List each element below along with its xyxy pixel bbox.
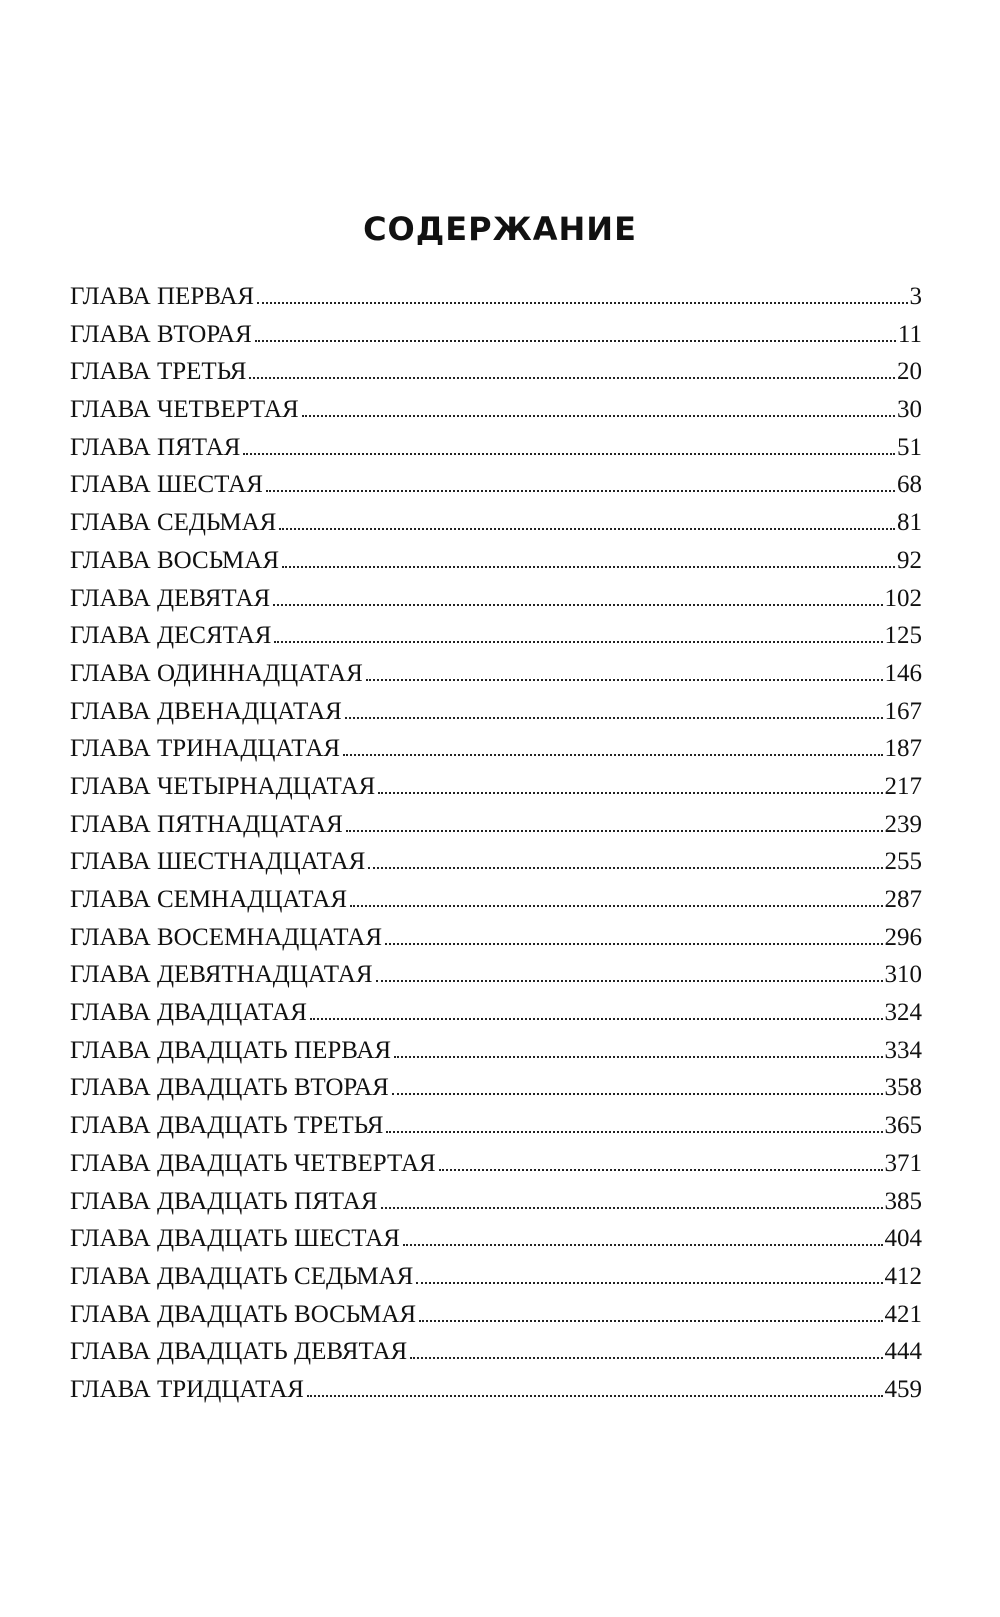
chapter-title: ГЛАВА ДВАДЦАТЬ ВОСЬМАЯ	[70, 1300, 417, 1328]
toc-entry	[70, 509, 922, 547]
toc-entry	[70, 1376, 922, 1414]
page-number: 404	[884, 1225, 922, 1253]
dot-leader	[282, 566, 895, 568]
toc-entry	[70, 660, 922, 698]
page-number: 11	[897, 320, 922, 348]
dot-leader	[266, 490, 895, 492]
chapter-title: ГЛАВА ДЕВЯТНАДЦАТАЯ	[70, 961, 373, 989]
toc-entry	[70, 1112, 922, 1150]
page-number: 167	[884, 697, 922, 725]
dot-leader	[310, 1018, 883, 1020]
page-number: 92	[897, 546, 922, 574]
dot-leader	[343, 754, 882, 756]
page-number: 125	[884, 622, 922, 650]
page-number: 365	[884, 1112, 922, 1140]
page-number: 310	[884, 961, 922, 989]
page-number: 187	[884, 735, 922, 763]
chapter-title: ГЛАВА ВОСЕМНАДЦАТАЯ	[70, 923, 383, 951]
chapter-title: ГЛАВА ДВАДЦАТЬ ВТОРАЯ	[70, 1074, 389, 1102]
chapter-title: ГЛАВА ШЕСТАЯ	[70, 471, 263, 499]
dot-leader	[257, 302, 907, 304]
chapter-title: ГЛАВА ТРИНАДЦАТАЯ	[70, 735, 341, 763]
toc-entry	[70, 585, 922, 623]
page-number: 239	[884, 810, 922, 838]
chapter-title: ГЛАВА ПЯТАЯ	[70, 433, 241, 461]
chapter-title: ГЛАВА ДВАДЦАТЬ ПЕРВАЯ	[70, 1036, 392, 1064]
dot-leader	[274, 641, 882, 643]
chapter-title: ГЛАВА ТРЕТЬЯ	[70, 358, 247, 386]
toc-entry	[70, 1188, 922, 1226]
toc-entry	[70, 1338, 922, 1376]
chapter-title: ГЛАВА ДВАДЦАТЬ ШЕСТАЯ	[70, 1225, 400, 1253]
toc-entry	[70, 434, 922, 472]
dot-leader	[403, 1244, 883, 1246]
page-number: 412	[884, 1262, 922, 1290]
page-number: 81	[897, 509, 922, 537]
toc-entry	[70, 1301, 922, 1339]
toc-entry	[70, 1037, 922, 1075]
dot-leader	[273, 604, 882, 606]
dot-leader	[376, 980, 883, 982]
chapter-title: ГЛАВА ЧЕТВЕРТАЯ	[70, 396, 299, 424]
chapter-title: ГЛАВА ШЕСТНАДЦАТАЯ	[70, 848, 366, 876]
page-number: 102	[884, 584, 922, 612]
page-number: 51	[897, 433, 922, 461]
toc-entry	[70, 848, 922, 886]
toc-entry	[70, 886, 922, 924]
chapter-title: ГЛАВА ЧЕТЫРНАДЦАТАЯ	[70, 772, 376, 800]
page-number: 20	[897, 358, 922, 386]
dot-leader	[302, 415, 895, 417]
dot-leader	[307, 1395, 883, 1397]
toc-entry	[70, 698, 922, 736]
page-number: 287	[884, 886, 922, 913]
chapter-title: ГЛАВА ДВАДЦАТЬ СЕДЬМАЯ	[70, 1262, 414, 1290]
page-number: 459	[884, 1375, 922, 1403]
dot-leader	[419, 1320, 882, 1322]
page-number: 30	[897, 396, 922, 424]
dot-leader	[381, 1207, 883, 1209]
page-number: 324	[884, 999, 922, 1027]
chapter-title: ГЛАВА ТРИДЦАТАЯ	[70, 1375, 304, 1403]
chapter-title: ГЛАВА ДВАДЦАТЬ ПЯТАЯ	[70, 1187, 378, 1215]
dot-leader	[439, 1169, 883, 1171]
chapter-title: ГЛАВА ДЕСЯТАЯ	[70, 622, 272, 650]
page-number: 217	[884, 772, 922, 800]
dot-leader	[345, 717, 883, 719]
chapter-title: ГЛАВА ДЕВЯТАЯ	[70, 584, 271, 612]
dot-leader	[350, 905, 883, 907]
dot-leader	[249, 377, 895, 379]
dot-leader	[410, 1357, 882, 1359]
dot-leader	[394, 1056, 882, 1058]
toc-entry	[70, 735, 922, 773]
toc-entry	[70, 283, 922, 321]
page-number: 421	[884, 1300, 922, 1328]
dot-leader	[392, 1093, 883, 1095]
chapter-title: ГЛАВА СЕМНАДЦАТАЯ	[70, 886, 347, 913]
toc-entry	[70, 321, 922, 359]
toc-entry	[70, 999, 922, 1037]
chapter-title: ГЛАВА СЕДЬМАЯ	[70, 509, 277, 537]
dot-leader	[243, 453, 895, 455]
page-number: 146	[884, 659, 922, 687]
page-number: 296	[884, 923, 922, 951]
chapter-title: ГЛАВА ОДИННАДЦАТАЯ	[70, 659, 363, 687]
chapter-title: ГЛАВА ДВАДЦАТЬ ТРЕТЬЯ	[70, 1112, 384, 1140]
dot-leader	[366, 679, 883, 681]
page-number: 385	[884, 1187, 922, 1215]
chapter-title: ГЛАВА ПЕРВАЯ	[70, 283, 255, 310]
toc-entry	[70, 622, 922, 660]
dot-leader	[368, 867, 882, 869]
page-number: 255	[884, 848, 922, 876]
page-number: 371	[884, 1149, 922, 1177]
chapter-title: ГЛАВА ДВАДЦАТЬ ЧЕТВЕРТАЯ	[70, 1149, 436, 1177]
toc-entry	[70, 1263, 922, 1301]
table-of-contents	[70, 283, 922, 1414]
toc-entry	[70, 471, 922, 509]
toc-entry	[70, 358, 922, 396]
dot-leader	[416, 1282, 882, 1284]
toc-entry	[70, 811, 922, 849]
dot-leader	[255, 340, 896, 342]
toc-entry	[70, 1225, 922, 1263]
dot-leader	[386, 1131, 882, 1133]
dot-leader	[378, 792, 882, 794]
dot-leader	[279, 528, 895, 530]
page-number: 444	[884, 1338, 922, 1366]
toc-entry	[70, 1074, 922, 1112]
toc-entry	[70, 961, 922, 999]
chapter-title: ГЛАВА ПЯТНАДЦАТАЯ	[70, 810, 343, 838]
chapter-title: ГЛАВА ДВЕНАДЦАТАЯ	[70, 697, 342, 725]
dot-leader	[385, 943, 882, 945]
chapter-title: ГЛАВА ДВАДЦАТАЯ	[70, 999, 307, 1027]
toc-entry	[70, 1150, 922, 1188]
page-number: 68	[897, 471, 922, 499]
chapter-title: ГЛАВА ВТОРАЯ	[70, 320, 252, 348]
dot-leader	[346, 830, 883, 832]
chapter-title: ГЛАВА ВОСЬМАЯ	[70, 546, 280, 574]
toc-entry	[70, 773, 922, 811]
toc-entry	[70, 924, 922, 962]
toc-entry	[70, 396, 922, 434]
toc-entry	[70, 547, 922, 585]
page-number: 358	[884, 1074, 922, 1102]
page-title: СОДЕРЖАНИЕ	[363, 210, 637, 248]
chapter-title: ГЛАВА ДВАДЦАТЬ ДЕВЯТАЯ	[70, 1338, 408, 1366]
page-number: 3	[909, 283, 922, 310]
page-number: 334	[884, 1036, 922, 1064]
